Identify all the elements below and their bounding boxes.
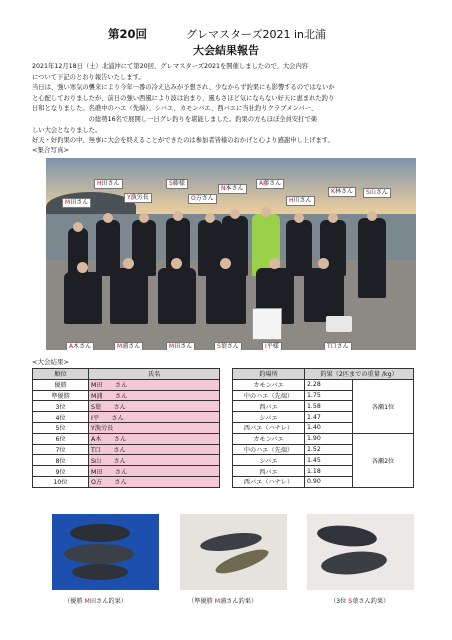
person [206, 268, 246, 324]
name-tag: M浦さん [114, 342, 143, 350]
name-tag: N本さん [218, 184, 247, 194]
name-cell: S山 さん [89, 455, 220, 466]
table-row [33, 444, 220, 455]
place-cell: 中のハエ（先端） [233, 390, 305, 401]
name-tag: S藤様 [166, 179, 188, 189]
table-header-row [33, 369, 220, 380]
weight-cell: 1.75 [305, 390, 353, 401]
intro-text [32, 62, 417, 147]
caption-winner: （優勝 M田さん釣果） [64, 598, 127, 605]
place-cell: 西バエ [233, 401, 305, 412]
caption-runner-up: （準優勝 M浦さん釣果） [188, 598, 258, 605]
person [358, 218, 386, 298]
place-cell: 西バエ（ハナレ） [233, 422, 305, 433]
place-cell: シバエ [233, 412, 305, 423]
intro-line: 2021年12月18日（土）北浦沖にて第20回、グレマスターズ2021を開催しましたので、大会内容 [32, 63, 309, 70]
group-label: 各瀬2位 [353, 433, 414, 487]
intro-line: 当日は、強い寒気の襲来により今年一番の冷え込みが予想され、少なからず釣果にも影響するのではないか [32, 84, 335, 92]
person [304, 268, 344, 322]
rank-cell: 7位 [33, 444, 89, 455]
head [205, 213, 215, 223]
head [269, 258, 280, 269]
place-cell: カモンバエ [233, 379, 305, 390]
catch-photo-winner [52, 514, 159, 590]
caption-third: （3位 S葉さん釣果） [330, 598, 390, 605]
name-tag: I平様 [262, 342, 282, 350]
place-cell: 西バエ [233, 466, 305, 477]
column-header: 順位 [33, 369, 89, 380]
catch-photo-runner-up [180, 514, 287, 590]
intro-line: について下記のとおり報告いたします。 [32, 73, 145, 81]
catch-table [232, 368, 414, 488]
intro-line: と心配しておりましたが、前日の強い西風により波は治まり、風もさほど気にならない好天に恵まれた釣り [32, 94, 335, 102]
person [64, 272, 102, 324]
head [173, 211, 183, 221]
fish [320, 549, 388, 578]
column-header: 氏名 [89, 369, 220, 380]
table-row [33, 401, 220, 412]
report-subtitle: 大会結果報告 [193, 44, 259, 57]
name-cell: T口 さん [89, 444, 220, 455]
weight-cell: 1.52 [305, 444, 353, 455]
table-row [33, 466, 220, 477]
head [123, 258, 134, 269]
results-section-label: <大会結果> [32, 358, 69, 366]
name-cell: A木 さん [89, 433, 220, 444]
rank-cell: 9位 [33, 466, 89, 477]
rank-cell: 8位 [33, 455, 89, 466]
name-tag: M田さん [62, 198, 91, 208]
intro-line: しい大会となりました。 [32, 126, 102, 134]
event-number: 第20回 [108, 27, 148, 41]
weight-cell: 1.58 [305, 401, 353, 412]
rank-cell: 10位 [33, 476, 89, 487]
table-row [33, 422, 220, 433]
head [261, 207, 271, 217]
name-cell: S葉 さん [89, 401, 220, 412]
fish [72, 564, 128, 580]
person [110, 268, 148, 324]
certificate-board [252, 308, 282, 340]
head [220, 258, 231, 269]
weight-cell: 1.90 [305, 433, 353, 444]
name-cell: I平 さん [89, 412, 220, 423]
place-cell: 西バエ（ハナレ） [233, 476, 305, 487]
place-cell: シバエ [233, 455, 305, 466]
name-cell: M田 さん [89, 466, 220, 477]
intro-line: 日和となりました。名礁中のハエ（先端）、シバエ、カモンバエ、西バエに当社釣りクラブメンバー、 [32, 105, 318, 113]
table-row [33, 455, 220, 466]
weight-cell: 2.28 [305, 379, 353, 390]
head [103, 213, 113, 223]
column-header: 釣場所 [233, 369, 305, 380]
head [294, 213, 304, 223]
name-tag: S山さん [363, 188, 391, 198]
rank-cell: 3位 [33, 401, 89, 412]
photo-section-label: <集合写真> [32, 146, 69, 154]
rank-cell: 5位 [33, 422, 89, 433]
name-tag: S葉さん [214, 342, 242, 350]
person [158, 268, 196, 324]
fish [316, 523, 378, 549]
name-tag: O方さん [188, 194, 217, 204]
head [328, 213, 338, 223]
table-row [33, 433, 220, 444]
weight-cell: 1.47 [305, 412, 353, 423]
name-cell: M浦 さん [89, 390, 220, 401]
name-tag: H田さん [94, 179, 123, 189]
intro-line: の総勢16名で展開し一日グレ釣りを堪能しました。釣果の方もほぼ全員安打で楽 [32, 115, 318, 123]
weight-cell: 1.40 [305, 422, 353, 433]
name-tag: H川さん [286, 196, 315, 206]
place-cell: 中のハエ（先端） [233, 444, 305, 455]
weight-cell: 1.45 [305, 455, 353, 466]
name-tag: T口さん [324, 342, 352, 350]
name-cell: O方 さん [89, 476, 220, 487]
head [73, 222, 83, 232]
table-row [233, 379, 414, 390]
weight-cell: 1.18 [305, 466, 353, 477]
table-row [233, 433, 414, 444]
table-header-row [233, 369, 414, 380]
rank-cell: 4位 [33, 412, 89, 423]
column-header: 釣果（2匹までの重量 /kg） [305, 369, 414, 380]
place-cell: カモンバエ [233, 433, 305, 444]
name-tag: K林さん [328, 187, 356, 197]
weight-cell: 0.90 [305, 476, 353, 487]
cooler-box [326, 316, 352, 332]
head [139, 213, 149, 223]
ranking-table [32, 368, 220, 488]
head [171, 258, 182, 269]
rank-cell: 優勝 [33, 379, 89, 390]
table-row [33, 476, 220, 487]
catch-photo-third [307, 514, 414, 590]
event-title: グレマスターズ2021 in北浦 [186, 28, 326, 41]
name-tag: M田さん [166, 342, 195, 350]
name-tag: Y漁労長 [124, 193, 152, 203]
group-label: 各瀬1位 [353, 379, 414, 433]
rank-cell: 6位 [33, 433, 89, 444]
rank-cell: 準優勝 [33, 390, 89, 401]
name-cell: Y漁労長 [89, 422, 220, 433]
name-tag: A木さん [66, 342, 94, 350]
head [367, 211, 377, 221]
table-row [33, 412, 220, 423]
head [318, 258, 329, 269]
group-photo [46, 158, 416, 350]
name-tag: A藤さん [256, 179, 284, 189]
head [230, 209, 240, 219]
table-row [33, 379, 220, 390]
table-row [33, 390, 220, 401]
name-cell: M田 さん [89, 379, 220, 390]
head [77, 262, 88, 273]
intro-line: 好天・好釣果の中、無事に大会を終えることができたのは参加者皆様のおかげと心より感謝申し上げます。 [32, 137, 334, 145]
title-row [0, 26, 452, 42]
fish [64, 544, 134, 564]
fish [70, 524, 130, 542]
